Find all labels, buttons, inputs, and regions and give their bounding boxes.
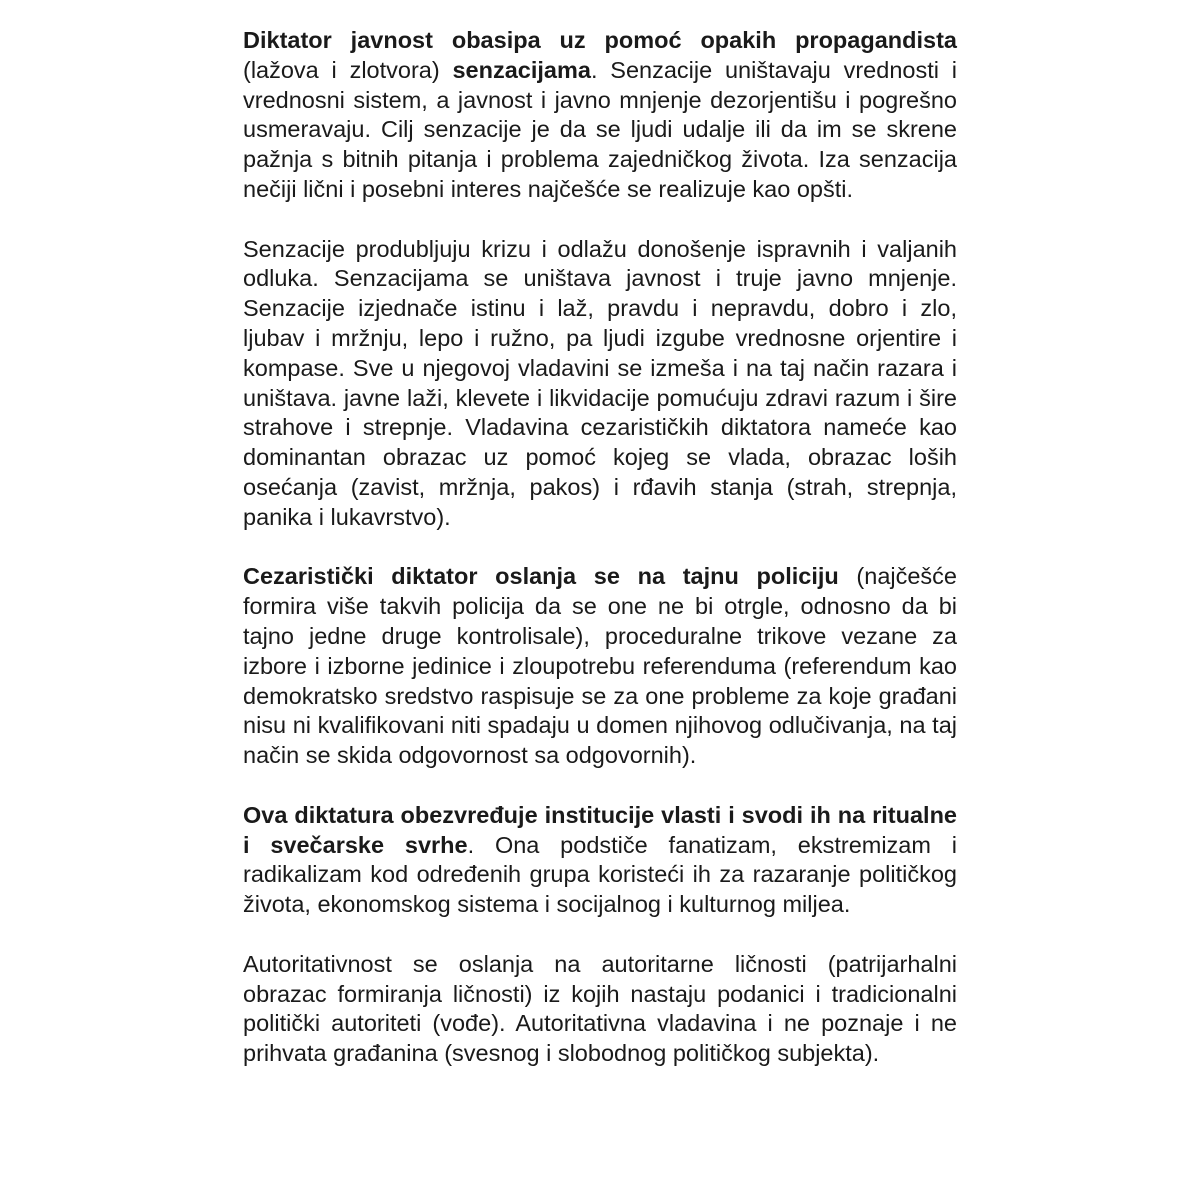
paragraph-1-bold-term: senzacijama: [452, 56, 591, 83]
document-body: [243, 26, 957, 1069]
paragraph-4-bold-lead: Ova diktatura obezvređuje institucije vlasti i svodi ih na ritualne i svečarske svrhe: [243, 801, 957, 858]
paragraph-4-text: . Ona podstiče fanatizam, ekstremizam i radikalizam kod određenih grupa koristeći ih za razaranje političkog života, ekonomskog sistema i socijalnog i kulturnog miljea.: [243, 831, 957, 918]
paragraph-5-text: Autoritativnost se oslanja na autoritarne ličnosti (patrijarhalni obrazac formiranja ličnosti) iz kojih nastaju podanici i tradicionalni politički autoriteti (vođe). Autoritativna vladavina i ne poznaje i ne prihvata građanina (svesnog i slobodnog političkog subjekta).: [243, 950, 957, 1067]
paragraph-1: [243, 26, 957, 205]
paragraph-3-bold-lead: Cezaristički diktator oslanja se na tajnu policiju: [243, 563, 839, 590]
paragraph-1-text-a: (lažova i zlotvora): [243, 56, 453, 83]
paragraph-4: [243, 801, 957, 920]
paragraph-2: [243, 235, 957, 533]
paragraph-3-text: (najčešće formira više takvih policija da se one ne bi otrgle, odnosno da bi tajno jedne druge kontrolisale), proceduralne trikove vezane za izbore i izborne jedinice i zloupotrebu referenduma (referendum kao demokratsko sredstvo raspisuje se za one probleme za koje građani nisu ni kvalifikovani niti spadaju u domen njihovog odlučivanja, na taj način se skida odgovornost sa odgovornih).: [243, 563, 957, 769]
paragraph-3: [243, 562, 957, 771]
paragraph-1-text-b: . Senzacije uništavaju vrednosti i vrednosni sistem, a javnost i javno mnjenje dezorjentišu i pogrešno usmeravaju. Cilj senzacije je da se ljudi udalje ili da im se skrene pažnja s bitnih pitanja i problema zajedničkog života. Iza senzacija nečiji lični i posebni interes najčešće se realizuje kao opšti.: [243, 56, 957, 202]
paragraph-2-text: Senzacije produbljuju krizu i odlažu donošenje ispravnih i valjanih odluka. Senzacijama se uništava javnost i truje javno mnjenje. Senzacije izjednače istinu i laž, pravdu i nepravdu, dobro i zlo, ljubav i mržnju, lepo i ružno, pa ljudi izgube vrednosne orjentire i kompase. Sve u njegovoj vladavini se izmeša i na taj način razara i uništava. javne laži, klevete i likvidacije pomućuju zdravi razum i šire strahove i strepnje. Vladavina cezarističkih diktatora nameće kao dominantan obrazac uz pomoć kojeg se vlada, obrazac loših osećanja (zavist, mržnja, pakos) i rđavih stanja (strah, strepnja, panika i lukavrstvo).: [243, 235, 957, 530]
paragraph-1-bold-lead: Diktator javnost obasipa uz pomoć opakih propagandista: [243, 27, 957, 53]
paragraph-5: [243, 950, 957, 1069]
